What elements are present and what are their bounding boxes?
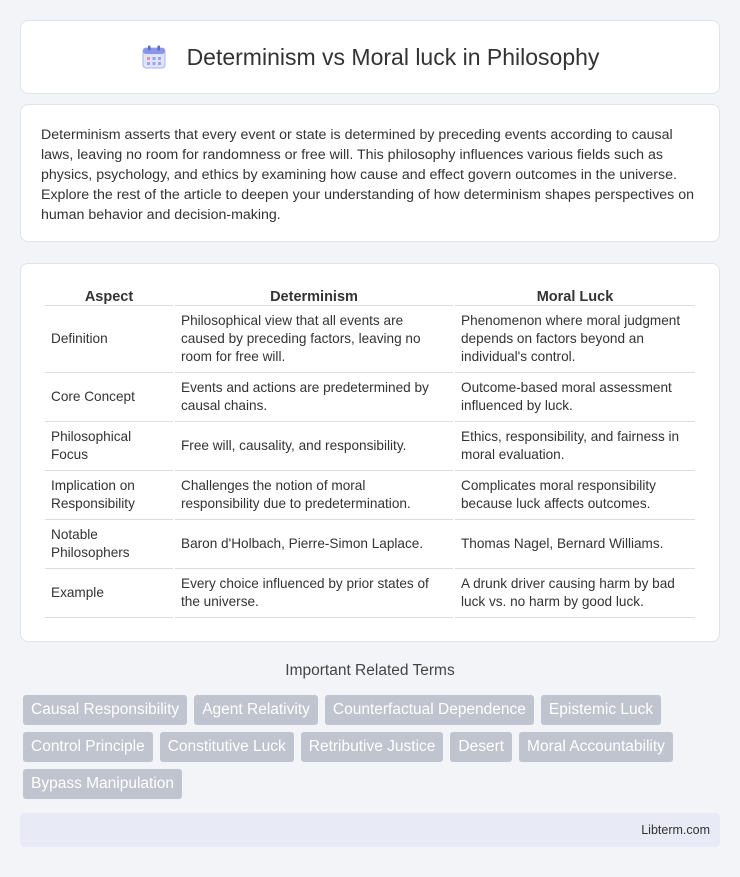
cell-moral-luck: A drunk driver causing harm by bad luck vs. no harm by good luck. [455,569,695,618]
cell-moral-luck: Ethics, responsibility, and fairness in moral evaluation. [455,422,695,471]
header-moral-luck: Moral Luck [455,284,695,306]
tag-bypass-manipulation[interactable]: Bypass Manipulation [23,769,182,799]
cell-moral-luck: Complicates moral responsibility because luck affects outcomes. [455,471,695,520]
tag-causal-responsibility[interactable]: Causal Responsibility [23,695,187,725]
tag-agent-relativity[interactable]: Agent Relativity [194,695,318,725]
table-header-row [45,284,695,306]
calendar-icon [141,44,167,70]
intro-paragraph: Determinism asserts that every event or state is determined by preceding events according to causal laws, leaving no room for randomness or free will. This philosophy influences various fields such as physics, psychology, and ethics by examining how cause and effect govern outcomes in the universe. Explore the rest of the article to deepen your understanding of how determinism shapes perspectives on human behavior and decision-making. [41,127,694,223]
footer-site-link[interactable]: Libterm.com [641,823,710,837]
table-row [45,373,695,422]
table-row [45,306,695,373]
header-aspect: Aspect [45,284,173,306]
cell-moral-luck: Phenomenon where moral judgment depends on factors beyond an individual's control. [455,306,695,373]
table-row [45,422,695,471]
cell-determinism: Every choice influenced by prior states of the universe. [175,569,453,618]
intro-card [20,104,720,242]
cell-aspect: Core Concept [45,373,173,422]
page-title: Determinism vs Moral luck in Philosophy [186,43,600,70]
table-row [45,569,695,618]
tag-moral-accountability[interactable]: Moral Accountability [519,732,673,762]
footer [20,813,720,847]
cell-aspect: Notable Philosophers [45,520,173,569]
tag-desert[interactable]: Desert [450,732,512,762]
tag-retributive-justice[interactable]: Retributive Justice [301,732,444,762]
cell-determinism: Baron d'Holbach, Pierre-Simon Laplace. [175,520,453,569]
cell-moral-luck: Outcome-based moral assessment influenced by luck. [455,373,695,422]
tag-epistemic-luck[interactable]: Epistemic Luck [541,695,661,725]
cell-determinism: Free will, causality, and responsibility. [175,422,453,471]
cell-aspect: Example [45,569,173,618]
cell-moral-luck: Thomas Nagel, Bernard Williams. [455,520,695,569]
header-card [20,20,720,94]
comparison-table [43,284,697,618]
cell-aspect: Implication on Responsibility [45,471,173,520]
related-terms-tags [23,695,723,799]
tag-control-principle[interactable]: Control Principle [23,732,153,762]
cell-determinism: Challenges the notion of moral responsibility due to predetermination. [175,471,453,520]
cell-aspect: Definition [45,306,173,373]
cell-aspect: Philosophical Focus [45,422,173,471]
table-row [45,520,695,569]
related-terms-title: Important Related Terms [285,662,455,679]
cell-determinism: Events and actions are predetermined by causal chains. [175,373,453,422]
tag-constitutive-luck[interactable]: Constitutive Luck [160,732,294,762]
comparison-table-card [20,263,720,642]
title-wrap [141,44,600,71]
cell-determinism: Philosophical view that all events are caused by preceding factors, leaving no room for free will. [175,306,453,373]
tag-counterfactual-dependence[interactable]: Counterfactual Dependence [325,695,534,725]
table-row [45,471,695,520]
header-determinism: Determinism [175,284,453,306]
